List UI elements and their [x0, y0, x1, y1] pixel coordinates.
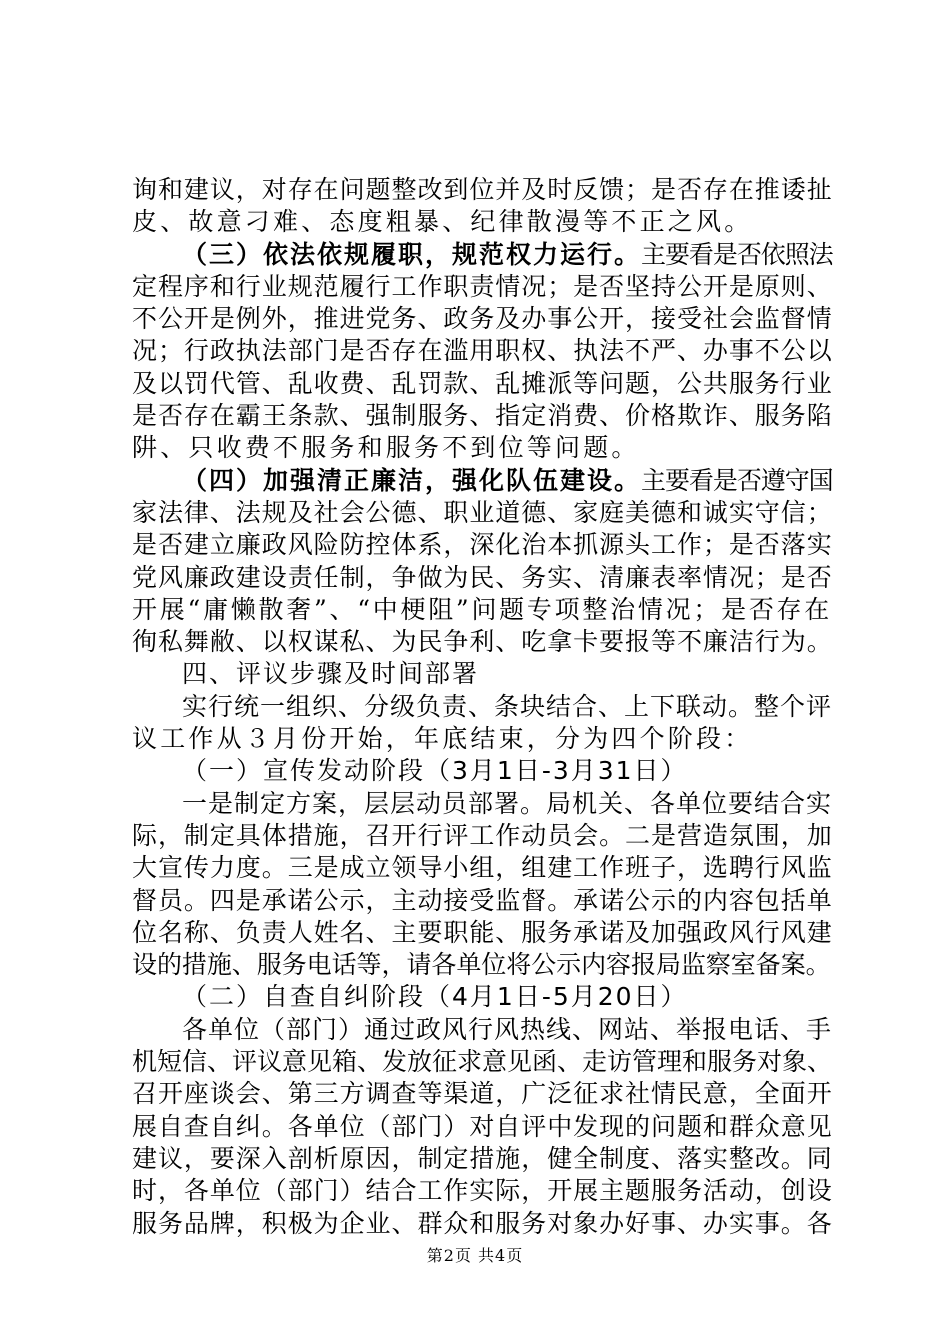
- body-line: 开展“庸懒散奢”、“中梗阻”问题专项整治情况；是否存在: [132, 594, 832, 624]
- body-line: 大宣传力度。三是成立领导小组，组建工作班子，选聘行风监: [132, 853, 833, 883]
- section-heading: 四、评议步骤及时间部署: [182, 659, 480, 689]
- body-line: 机短信、评议意见箱、发放征求意见函、走访管理和服务对象、: [132, 1047, 832, 1077]
- body-line: 家法律、法规及社会公德、职业道德、家庭美德和诚实守信；: [132, 497, 833, 527]
- body-line: 设的措施、服务电话等，请各单位将公示内容报局监察室备案。: [132, 950, 831, 980]
- body-line: 议工作从３月份开始，年底结束，分为四个阶段：: [132, 724, 753, 754]
- body-line: 一是制定方案，层层动员部署。局机关、各单位要结合实: [182, 788, 832, 818]
- body-line: 建议，要深入剖析原因，制定措施，健全制度、落实整改。同: [132, 1143, 833, 1173]
- subsection-title: （三）依法依规履职，规范权力运行。: [182, 239, 642, 269]
- body-line: 党风廉政建设责任制，争做为民、务实、清廉表率情况；是否: [132, 562, 833, 592]
- body-line: 督员。四是承诺公示，主动接受监督。承诺公示的内容包括单: [132, 885, 833, 915]
- body-line: 际，制定具体措施，召开行评工作动员会。二是营造氛围，加: [132, 820, 833, 850]
- body-line: 是否建立廉政风险防控体系，深化治本抓源头工作；是否落实: [132, 530, 833, 560]
- body-line: 是否存在霸王条款、强制服务、指定消费、价格欺诈、服务陷: [132, 401, 833, 431]
- subsection-line: （三）依法依规履职，规范权力运行。主要看是否依照法: [182, 239, 833, 269]
- subsection-line: （四）加强清正廉洁，强化队伍建设。主要看是否遵守国: [182, 465, 833, 495]
- body-line: 徇私舞敝、以权谋私、为民争利、吃拿卡要报等不廉洁行为。: [132, 627, 833, 657]
- body-line: 服务品牌，积极为企业、群众和服务对象办好事、办实事。各: [132, 1208, 833, 1238]
- body-line: 皮、故意刁难、态度粗暴、纪律散漫等不正之风。: [132, 207, 753, 237]
- subsection-heading: （二）自查自纠阶段（4月1日-5月20日）: [182, 982, 688, 1012]
- body-line: 询和建议，对存在问题整改到位并及时反馈；是否存在推诿扯: [132, 175, 833, 204]
- body-line: 定程序和行业规范履行工作职责情况；是否坚持公开是原则、: [132, 271, 833, 301]
- body-line: 实行统一组织、分级负责、条块结合、上下联动。整个评: [182, 691, 832, 721]
- body-line: 时，各单位（部门）结合工作实际，开展主题服务活动，创设: [132, 1176, 833, 1206]
- body-line: 阱、只收费不服务和服务不到位等问题。: [132, 433, 640, 463]
- body-line: 况；行政执法部门是否存在滥用职权、执法不严、办事不公以: [132, 336, 833, 366]
- document-body: [132, 174, 832, 1240]
- body-line: 展自查自纠。各单位（部门）对自评中发现的问题和群众意见: [132, 1111, 833, 1141]
- body-line: 召开座谈会、第三方调查等渠道，广泛征求社情民意，全面开: [132, 1079, 833, 1109]
- subsection-title: （四）加强清正廉洁，强化队伍建设。: [182, 465, 642, 495]
- subsection-heading: （一）宣传发动阶段（3月1日-3月31日）: [182, 756, 688, 786]
- body-line: 各单位（部门）通过政风行风热线、网站、举报电话、手: [182, 1014, 832, 1044]
- body-line: 不公开是例外，推进党务、政务及办事公开，接受社会监督情: [132, 304, 833, 334]
- page-footer: 第2页 共4页: [426, 1246, 524, 1265]
- body-line: 及以罚代管、乱收费、乱罚款、乱摊派等问题，公共服务行业: [132, 368, 833, 398]
- body-line: 位名称、负责人姓名、主要职能、服务承诺及加强政风行风建: [132, 917, 833, 947]
